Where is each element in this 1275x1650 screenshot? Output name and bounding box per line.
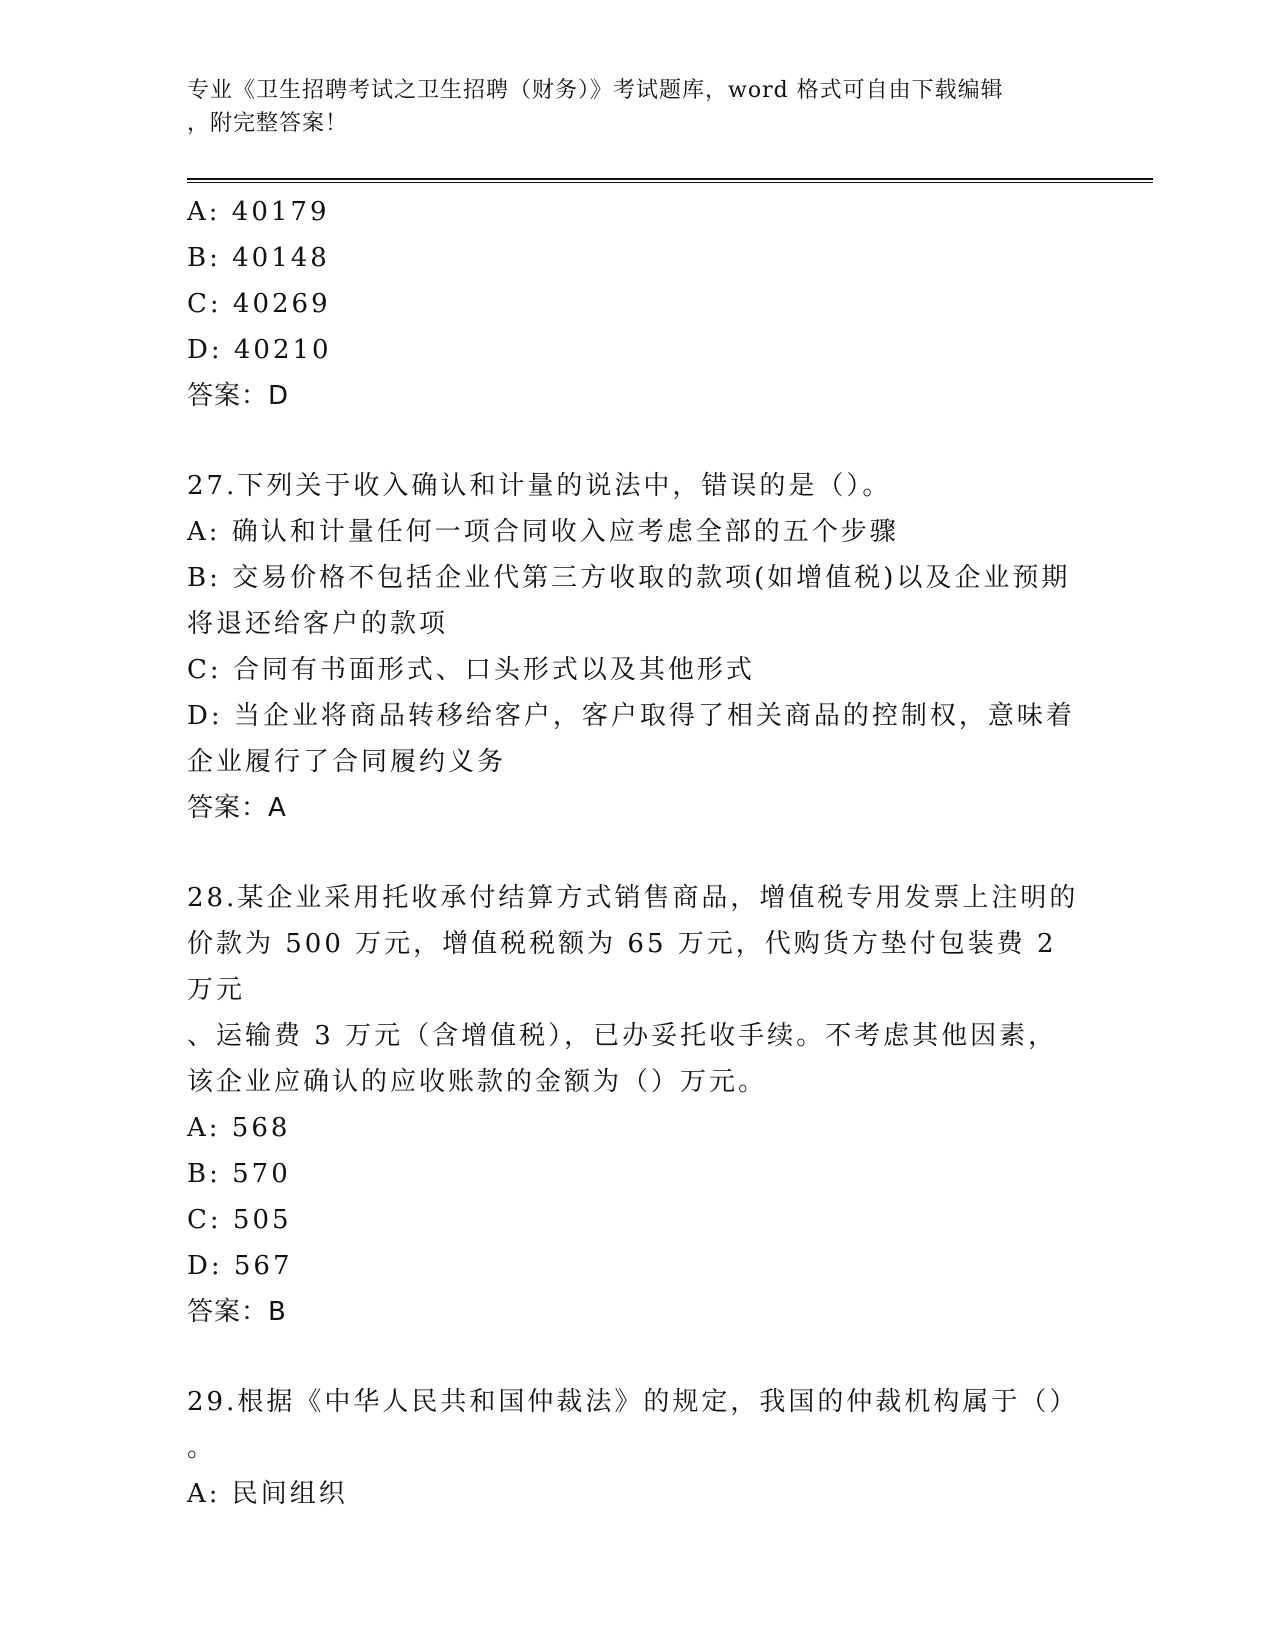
q27-option-c: C: 合同有书面形式、口头形式以及其他形式 (187, 655, 755, 685)
option-a: A: 40179 (187, 197, 330, 227)
question-29-stem-line-1: 29.根据《中华人民共和国仲裁法》的规定，我国的仲裁机构属于（） (187, 1387, 1079, 1417)
answer-line: 答案：D (187, 381, 290, 411)
q27-option-b-line-2: 将退还给客户的款项 (187, 609, 449, 639)
question-28-block (187, 875, 1087, 1335)
q27-option-b-line-1: B: 交易价格不包括企业代第三方收取的款项(如增值税)以及企业预期 (187, 563, 1071, 593)
q27-option-d-line-1: D: 当企业将商品转移给客户，客户取得了相关商品的控制权，意味着 (187, 701, 1075, 731)
question-spacer (187, 1335, 1087, 1379)
question-27-stem: 27.下列关于收入确认和计量的说法中，错误的是（）。 (187, 471, 892, 501)
option-b: B: 40148 (187, 243, 330, 273)
question-28-stem-line-3: 、运输费 3 万元（含增值税），已办妥托收手续。不考虑其他因素， (187, 1021, 1058, 1051)
q28-answer: 答案：B (187, 1297, 287, 1327)
q28-option-d: D: 567 (187, 1251, 293, 1281)
q27-answer: 答案：A (187, 793, 287, 823)
question-spacer (187, 831, 1087, 875)
option-c: C: 40269 (187, 289, 331, 319)
q28-option-c: C: 505 (187, 1205, 292, 1235)
question-content (187, 189, 1087, 1517)
question-29-stem-line-2: 。 (187, 1433, 217, 1463)
document-header (187, 74, 1067, 140)
question-28-stem-line-4: 该企业应确认的应收账款的金额为（）万元。 (187, 1067, 768, 1097)
header-divider-thick (187, 178, 1153, 180)
header-divider-thin (187, 182, 1153, 183)
q28-option-b: B: 570 (187, 1159, 291, 1189)
q27-option-d-line-2: 企业履行了合同履约义务 (187, 747, 507, 777)
question-27-block (187, 463, 1087, 831)
q29-option-a: A: 民间组织 (187, 1479, 348, 1509)
q27-option-a: A: 确认和计量任何一项合同收入应考虑全部的五个步骤 (187, 517, 899, 547)
question-28-stem-line-2: 价款为 500 万元，增值税税额为 65 万元，代购货方垫付包装费 2 万元 (187, 929, 1068, 1005)
previous-question-block (187, 189, 1087, 419)
q28-option-a: A: 568 (187, 1113, 291, 1143)
header-title-line-1: 专业《卫生招聘考试之卫生招聘（财务）》考试题库，word 格式可自由下载编辑 (187, 78, 1004, 103)
question-spacer (187, 419, 1087, 463)
question-29-block (187, 1379, 1087, 1517)
header-title-line-2: ，附完整答案！ (187, 111, 349, 136)
option-d: D: 40210 (187, 335, 332, 365)
question-28-stem-line-1: 28.某企业采用托收承付结算方式销售商品，增值税专用发票上注明的 (187, 883, 1079, 913)
